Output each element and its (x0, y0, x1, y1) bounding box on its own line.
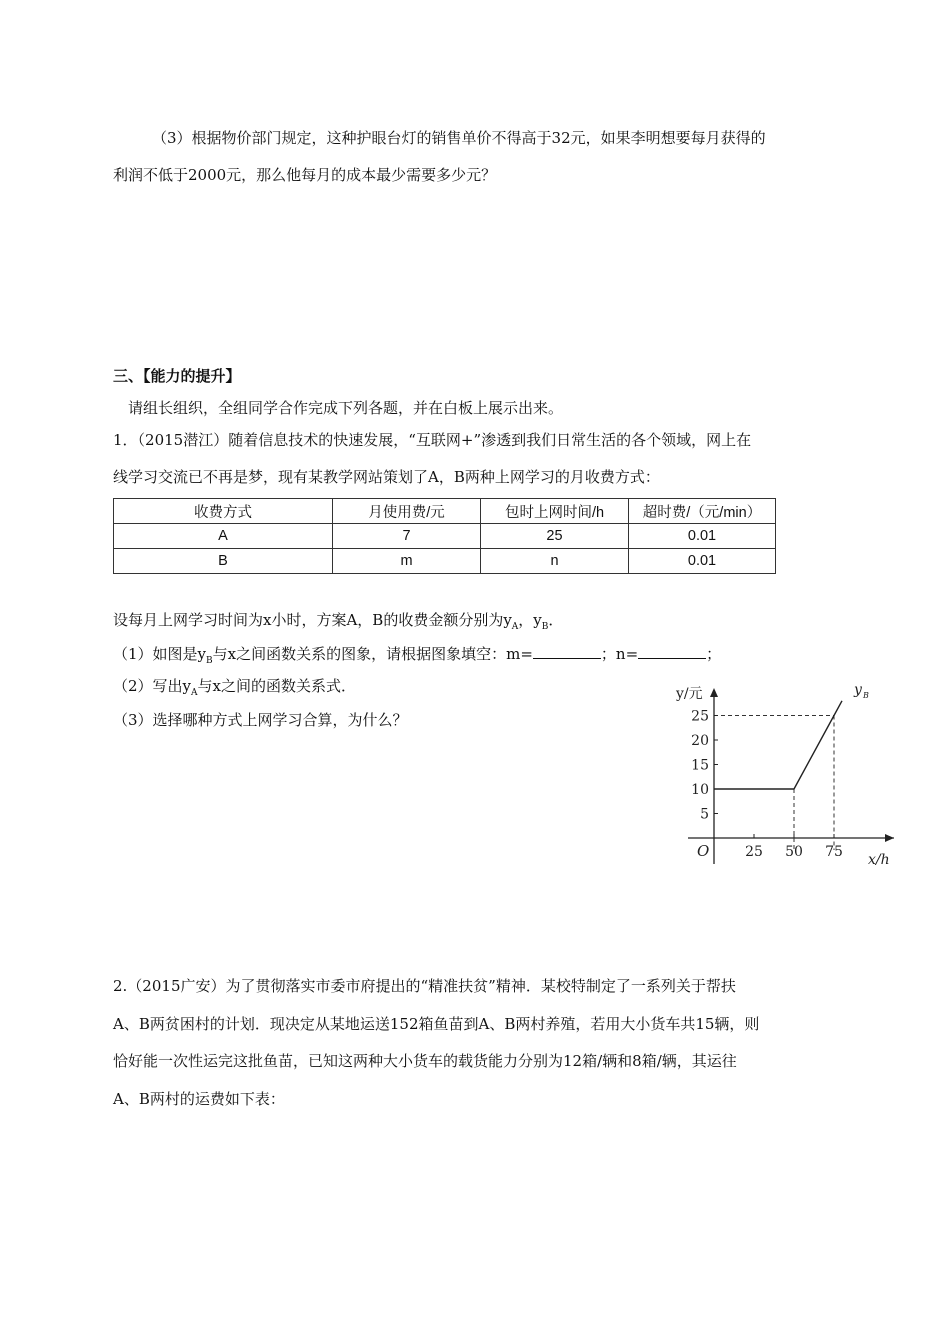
y-tick-label: 25 (691, 708, 709, 725)
table-header: 收费方式 (114, 499, 333, 524)
y-tick-label: 5 (700, 806, 709, 823)
p2-line1: 2.（2015广安）为了贯彻落实市委市府提出的“精准扶贫”精神．某校特制定了一系列关于帮扶 (113, 977, 736, 995)
p2-line2: A、B两贫困村的计划．现决定从某地运送152箱鱼苗到A、B两村养殖，若用大小货车共15辆，则 (113, 1015, 760, 1033)
q3-prev-line1: （3）根据物价部门规定，这种护眼台灯的销售单价不得高于32元，如果李明想要每月获得的 (152, 129, 766, 147)
p2-line3: 恰好能一次性运完这批鱼苗，已知这两种大小货车的载货能力分别为12箱/辆和8箱/辆，其运往 (113, 1052, 737, 1070)
table-header: 超时费/（元/min） (629, 499, 776, 524)
y-axis-arrow (710, 688, 718, 697)
table-cell: n (481, 549, 629, 574)
y-axis-label: y/元 (676, 686, 703, 702)
x-axis-arrow (885, 834, 894, 842)
p1-q1: （1）如图是$y_B$与x之间函数关系的图象，请根据图象填空：m= ；n= ； (113, 645, 722, 666)
p1-q3: （3）选择哪种方式上网学习合算，为什么？ (113, 711, 408, 729)
series-line-yb (714, 701, 842, 789)
table-cell: 0.01 (629, 524, 776, 549)
p1-setup: 设每月上网学习时间为x小时，方案A，B的收费金额分别为$y_A$，$y_B$． (113, 611, 564, 632)
x-tick-label: 75 (825, 844, 843, 860)
q3-prev-line2: 利润不低于2000元，那么他每月的成本最少需要多少元？ (113, 166, 497, 184)
table-header: 包时上网时间/h (481, 499, 629, 524)
p2-line4: A、B两村的运费如下表： (113, 1090, 285, 1108)
x-axis-label: x/h (868, 852, 890, 868)
p1-q2: （2）写出$y_A$与x之间的函数关系式． (113, 677, 356, 698)
table-cell: 25 (481, 524, 629, 549)
table-cell: B (114, 549, 333, 574)
table-row (114, 524, 776, 549)
series-label: y (854, 682, 862, 698)
p1-line1: 1．（2015潜江）随着信息技术的快速发展，“互联网+”渗透到我们日常生活的各个领域，网上在 (113, 431, 752, 449)
y-tick-label: 20 (691, 733, 709, 749)
table-row (114, 549, 776, 574)
table-cell: A (114, 524, 333, 549)
y-tick-label: 15 (691, 757, 709, 774)
p1-line2: 线学习交流已不再是梦，现有某教学网站策划了A，B两种上网学习的月收费方式： (113, 468, 660, 486)
series-label-sub: B (863, 691, 869, 700)
table-cell: m (333, 549, 481, 574)
y-tick-label: 10 (691, 782, 709, 798)
fee-table (113, 498, 776, 574)
answer-blank-m[interactable] (533, 643, 601, 659)
table-header: 月使用费/元 (333, 499, 481, 524)
answer-blank-n[interactable] (638, 643, 706, 659)
x-tick-label: 50 (785, 844, 803, 860)
table-cell: 0.01 (629, 549, 776, 574)
table-cell: 7 (333, 524, 481, 549)
origin-label: O (697, 842, 710, 860)
yb-function-chart (670, 678, 905, 870)
table-header-row (114, 499, 776, 524)
section-title: 三、【能力的提升】 (113, 367, 241, 385)
section-intro: 请组长组织，全组同学合作完成下列各题，并在白板上展示出来。 (128, 399, 564, 417)
x-tick-label: 25 (745, 844, 763, 860)
